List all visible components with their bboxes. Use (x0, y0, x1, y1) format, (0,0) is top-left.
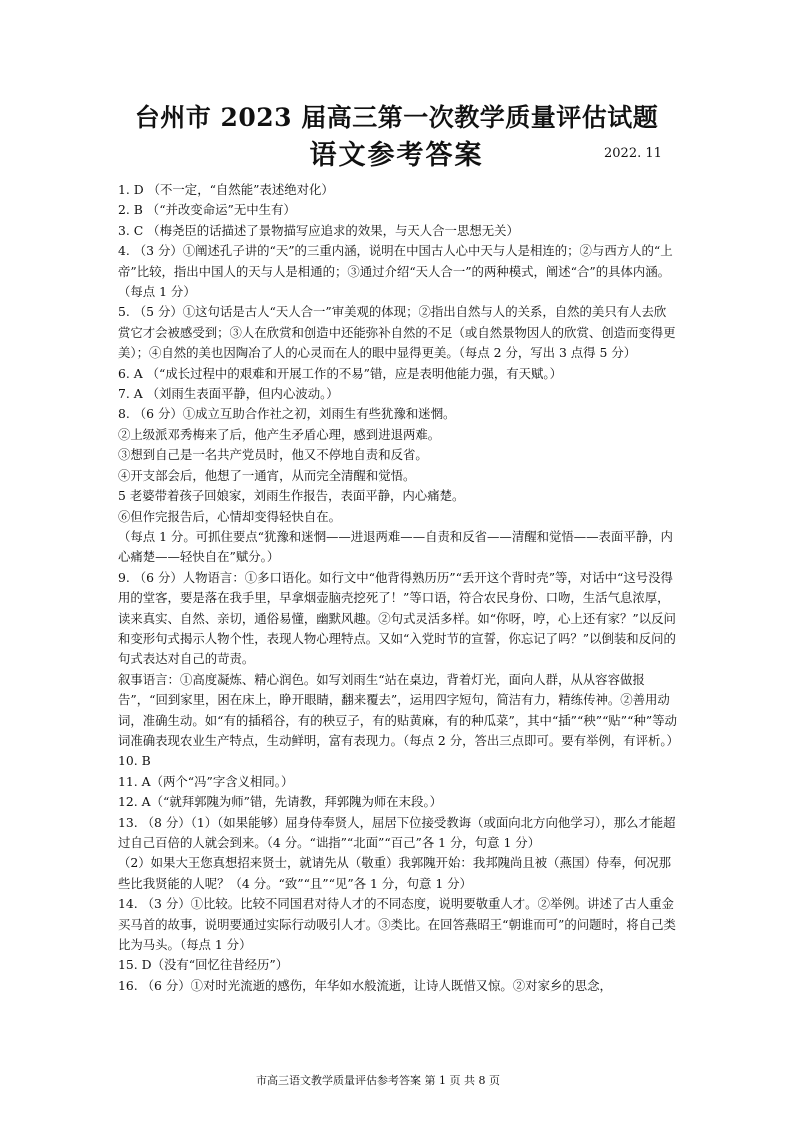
answer-item: ⑥但作完报告后，心情却变得轻快自在。 (118, 508, 342, 524)
answer-item: ③想到自己是一名共产党员时，他又不停地自责和反省。 (118, 447, 428, 463)
answer-list (118, 180, 678, 996)
answer-item: ④开支部会后，他想了一通宵，从而完全清醒和觉悟。 (118, 467, 416, 483)
answer-item: 12. A（“就拜郭隗为师”错，先请教，拜郭隗为师在末段。） (118, 794, 443, 810)
document-date: 2022. 11 (604, 146, 662, 161)
answer-item: 10. B (118, 753, 151, 769)
answer-item: 15. D（没有“回忆往昔经历”） (118, 957, 289, 973)
answer-item: ②上级派邓秀梅来了后，他产生矛盾心理，感到进退两难。 (118, 426, 441, 442)
answer-item: 9. （6 分）人物语言：①多口语化。如行文中“他背得熟历历”“丢开这个背时壳”等，对话中“这号没得用的堂客，要是落在我手里，早拿烟壶脑壳挖死了！”等口语，符合农民身份、口吻，生活气息浓厚，读来真实、自然、亲切，通俗易懂，幽默风趣。②句式灵活多样。如“你呀，哼，心上还有家？”以反问和变形句式揭示人物个性，表现人物心理特点。又如“入党时节的宣誓，你忘记了吗？”以倒装和反问的句式表达对自己的苛责。 (118, 569, 676, 667)
answer-item: 14. （3 分）①比较。比较不同国君对待人才的不同态度，说明要敬重人才。②举例。讲述了古人重金买马首的故事，说明要通过实际行动吸引人才。③类比。在回答燕昭王“朝谁而可”的问题时，将自己类比为马头。（每点 1 分） (118, 896, 676, 953)
answer-item: 3. C （梅尧臣的话描述了景物描写应追求的效果，与天人合一思想无关） (118, 222, 519, 238)
answer-item: 16. （6 分）①对时光流逝的感伤，年华如水般流逝，让诗人既惜又惊。②对家乡的思念， (118, 977, 612, 993)
answer-item: 13. （8 分）（1）（如果能够）屈身侍奉贤人，屈居下位接受教诲（或面向北方向他学习），那么才能超过自己百倍的人就会到来。（4 分。“诎指”“北面”“百己”各 1 分，句意 1 分） (118, 814, 676, 850)
answer-item: 叙事语言：①高度凝炼、精心润色。如写刘雨生“站在桌边，背着灯光，面向人群，从从容容做报告”，“回到家里，困在床上，睁开眼睛，翻来覆去”，运用四字短句，简洁有力，精练传神。②善用动词，准确生动。如“有的插稻谷，有的秧豆子，有的贴黄麻，有的种瓜菜”，其中“插”“秧”“贴”“种”等动词准确表现农业生产特点，生动鲜明，富有表现力。（每点 2 分，答出三点即可。要有举例，有评析。） (118, 671, 679, 748)
answer-item: 5. （5 分）①这句话是古人“天人合一”审美观的体现；②指出自然与人的关系，自然的美只有人去欣赏它才会被感受到；③人在欣赏和创造中还能弥补自然的不足（或自然景物因人的欣赏、创造而变得更美）；④自然的美也因陶冶了人的心灵而在人的眼中显得更美。（每点 2 分，写出 3 点得 5 分） (118, 304, 676, 361)
answer-item: 8. （6 分）①成立互助合作社之初，刘雨生有些犹豫和迷惘。 (118, 406, 456, 422)
answer-item: （2）如果大王您真想招来贤士，就请先从（敬重）我郭隗开始：我邦隗尚且被（燕国）侍奉，何况那些比我贤能的人呢？（4 分。“致”“且”“见”各 1 分，句意 1 分） (118, 855, 672, 891)
answer-item: 2. B （“并改变命运”无中生有） (118, 202, 296, 218)
document-subtitle: 语文参考答案 (309, 140, 484, 171)
answer-item: 1. D （不一定，“自然能”表述绝对化） (118, 182, 334, 197)
answer-item: 6. A （“成长过程中的艰难和开展工作的不易”错，应是表明他能力强，有天赋。） (118, 365, 563, 381)
answer-item: （每点 1 分。可抓住要点“犹豫和迷惘——进退两难——自责和反省——清醒和觉悟——表面平静，内心痛楚——轻快自在”赋分。） (118, 528, 673, 565)
answer-item: 4. （3 分）①阐述孔子讲的“天”的三重内涵，说明在中国古人心中天与人是相连的；②与西方人的“上帝”比较，指出中国人的天与人是相通的；③通过介绍“天人合一”的两种模式，阐述“合”的具体内涵。（每点 1 分） (118, 243, 673, 300)
answer-item: 5 老婆带着孩子回娘家，刘雨生作报告，表面平静，内心痛楚。 (118, 488, 465, 504)
answer-item: 7. A （刘雨生表面平静，但内心波动。） (118, 386, 339, 402)
page-footer: 市高三语文教学质量评估参考答案 第 1 页 共 8 页 (256, 1074, 500, 1087)
document-title: 台州市 2023 届高三第一次教学质量评估试题 (134, 103, 659, 132)
answer-item: 11. A（两个“冯”字含义相同。） (118, 773, 294, 789)
